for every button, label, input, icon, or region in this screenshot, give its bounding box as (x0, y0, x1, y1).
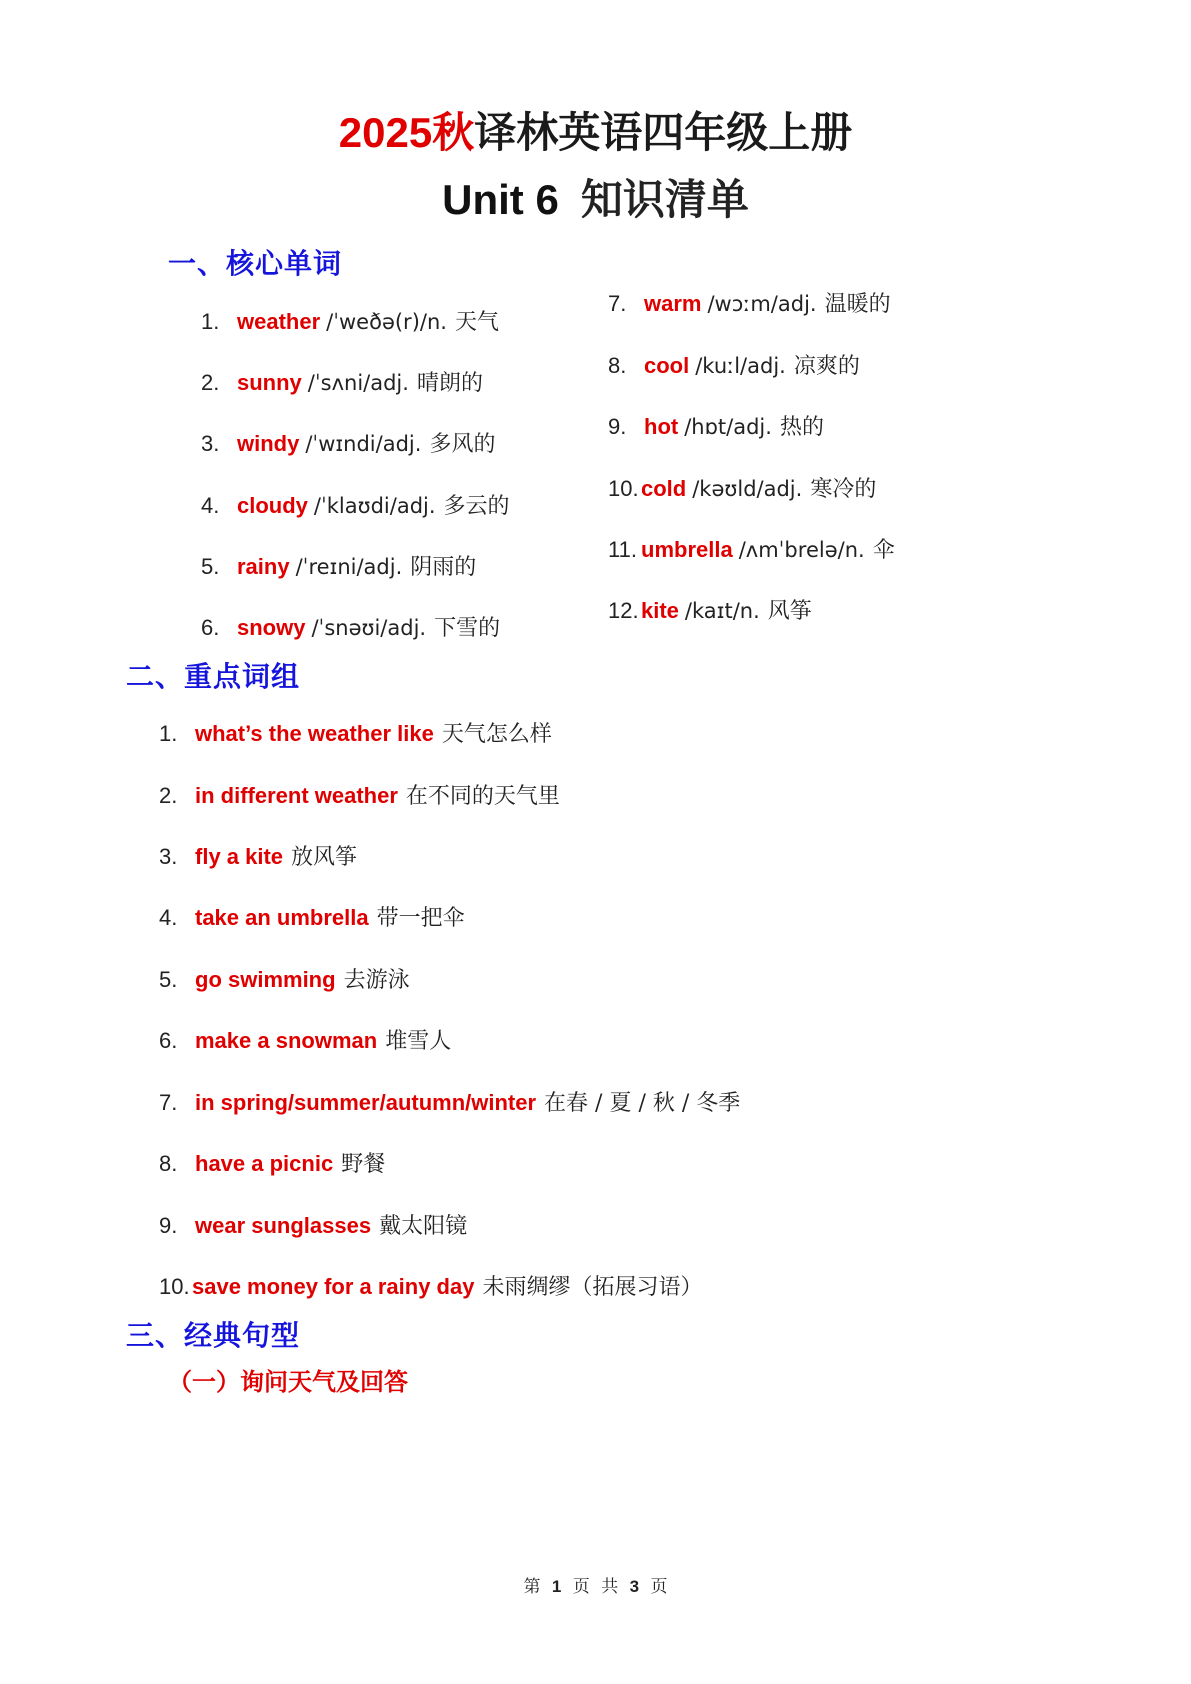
phrase-english: save money for a rainy day (192, 1274, 475, 1299)
word-number: 9. (608, 414, 627, 439)
phrase-number: 2. (159, 783, 178, 808)
word-chinese: 晴朗的 (416, 371, 483, 396)
phrase-chinese: 在不同的天气里 (405, 784, 560, 809)
word-number: 3. (201, 431, 220, 456)
word-phonetic: /wɔːm/adj. (707, 292, 817, 316)
word-item (201, 307, 499, 338)
word-number: 11. (608, 537, 637, 562)
word-chinese: 热的 (779, 415, 824, 440)
word-chinese: 多风的 (429, 432, 496, 457)
section-heading-words: 一、核心单词 (168, 248, 343, 279)
word-english: hot (644, 414, 679, 439)
word-number: 10. (608, 476, 639, 501)
word-english: cold (641, 476, 687, 501)
word-number: 1. (201, 309, 220, 334)
word-chinese: 伞 (872, 538, 895, 563)
phrase-chinese: 天气怎么样 (441, 722, 552, 747)
word-english: snowy (237, 615, 306, 640)
phrase-item (159, 1088, 740, 1119)
phrase-number: 6. (159, 1028, 178, 1053)
word-phonetic: /ˈwɪndi/adj. (305, 432, 422, 456)
word-item (201, 613, 500, 644)
phrase-chinese: 在春 / 夏 / 秋 / 冬季 (544, 1091, 741, 1116)
phrase-item (159, 781, 560, 812)
phrase-chinese: 去游泳 (343, 968, 410, 993)
word-phonetic: /ˈweðə(r)/n. (326, 310, 447, 334)
word-number: 2. (201, 370, 220, 395)
word-phonetic: /ʌmˈbrelə/n. (738, 538, 865, 562)
phrase-number: 9. (159, 1213, 178, 1238)
phrase-english: in spring/summer/autumn/winter (195, 1090, 537, 1115)
word-english: cool (644, 353, 690, 378)
subtitle-label: 知识清单 (580, 175, 749, 224)
phrase-number: 4. (159, 905, 178, 930)
footer-total-pages: 3 (629, 1577, 640, 1596)
word-chinese: 阴雨的 (410, 555, 477, 580)
word-item (608, 289, 891, 320)
title-year: 2025 (338, 109, 433, 156)
phrase-number: 5. (159, 967, 178, 992)
word-english: windy (237, 431, 300, 456)
phrase-english: wear sunglasses (195, 1213, 372, 1238)
phrase-english: take an umbrella (195, 905, 369, 930)
word-english: rainy (237, 554, 290, 579)
phrase-number: 10. (159, 1274, 190, 1299)
title-season: 秋 (432, 109, 475, 156)
footer-post: 页 (650, 1577, 668, 1597)
phrase-chinese: 野餐 (341, 1152, 386, 1177)
word-number: 12. (608, 598, 639, 623)
document-title (0, 100, 1191, 160)
word-phonetic: /kaɪt/n. (684, 599, 760, 623)
phrase-item (159, 1149, 385, 1180)
phrase-english: in different weather (195, 783, 398, 808)
word-number: 8. (608, 353, 627, 378)
word-number: 7. (608, 291, 627, 316)
phrase-number: 3. (159, 844, 178, 869)
phrase-number: 7. (159, 1090, 178, 1115)
phrase-item (159, 903, 465, 934)
unit-label: Unit 6 (442, 176, 559, 223)
phrase-english: have a picnic (195, 1151, 334, 1176)
word-chinese: 风筝 (767, 599, 812, 624)
phrase-english: what’s the weather like (195, 721, 434, 746)
word-phonetic: /ˈsʌni/adj. (307, 371, 409, 395)
word-item (608, 474, 876, 505)
word-item (201, 491, 510, 522)
phrase-item (159, 842, 357, 873)
phrase-item (159, 1026, 451, 1057)
word-phonetic: /kuːl/adj. (695, 354, 786, 378)
page-footer (0, 1572, 1191, 1597)
word-chinese: 多云的 (443, 494, 510, 519)
word-chinese: 凉爽的 (793, 354, 860, 379)
phrase-english: make a snowman (195, 1028, 378, 1053)
phrase-chinese: 带一把伞 (376, 906, 465, 931)
word-item (201, 429, 495, 460)
word-chinese: 下雪的 (434, 616, 501, 641)
word-phonetic: /ˈreɪni/adj. (295, 555, 403, 579)
document-subtitle (0, 167, 1191, 227)
word-item (201, 368, 483, 399)
phrase-chinese: 戴太阳镜 (379, 1214, 468, 1239)
footer-pre: 第 (523, 1577, 541, 1597)
word-phonetic: /kəʊld/adj. (692, 477, 803, 501)
word-chinese: 寒冷的 (810, 477, 877, 502)
title-rest: 译林英语四年级上册 (474, 109, 853, 156)
word-chinese: 温暖的 (824, 292, 891, 317)
word-english: cloudy (237, 493, 308, 518)
phrase-chinese: 堆雪人 (385, 1029, 452, 1054)
section-heading-sentences: 三、经典句型 (126, 1320, 301, 1351)
word-phonetic: /hɒt/adj. (684, 415, 772, 439)
phrase-chinese: 放风筝 (291, 845, 358, 870)
word-item (608, 596, 812, 627)
word-english: umbrella (641, 537, 733, 562)
word-item (608, 351, 860, 382)
phrase-item (159, 965, 410, 996)
word-english: kite (641, 598, 679, 623)
word-phonetic: /ˈklaʊdi/adj. (313, 494, 436, 518)
phrase-item (159, 719, 552, 750)
phrase-english: go swimming (195, 967, 336, 992)
phrase-english: fly a kite (195, 844, 284, 869)
word-english: weather (237, 309, 321, 334)
word-number: 5. (201, 554, 220, 579)
subsection-heading-weather: （一）询问天气及回答 (168, 1369, 408, 1396)
phrase-number: 1. (159, 721, 178, 746)
phrase-number: 8. (159, 1151, 178, 1176)
word-number: 6. (201, 615, 220, 640)
word-phonetic: /ˈsnəʊi/adj. (311, 616, 427, 640)
word-item (201, 552, 476, 583)
section-heading-phrases: 二、重点词组 (126, 661, 301, 692)
word-chinese: 天气 (454, 310, 499, 335)
word-number: 4. (201, 493, 220, 518)
word-english: warm (644, 291, 702, 316)
phrase-item (159, 1211, 467, 1242)
word-item (608, 412, 824, 443)
word-english: sunny (237, 370, 302, 395)
phrase-item (159, 1272, 702, 1303)
word-item (608, 535, 895, 566)
footer-page-number: 1 (551, 1577, 562, 1596)
phrase-chinese: 未雨绸缪（拓展习语） (482, 1275, 703, 1300)
footer-mid: 页 共 (572, 1577, 619, 1597)
